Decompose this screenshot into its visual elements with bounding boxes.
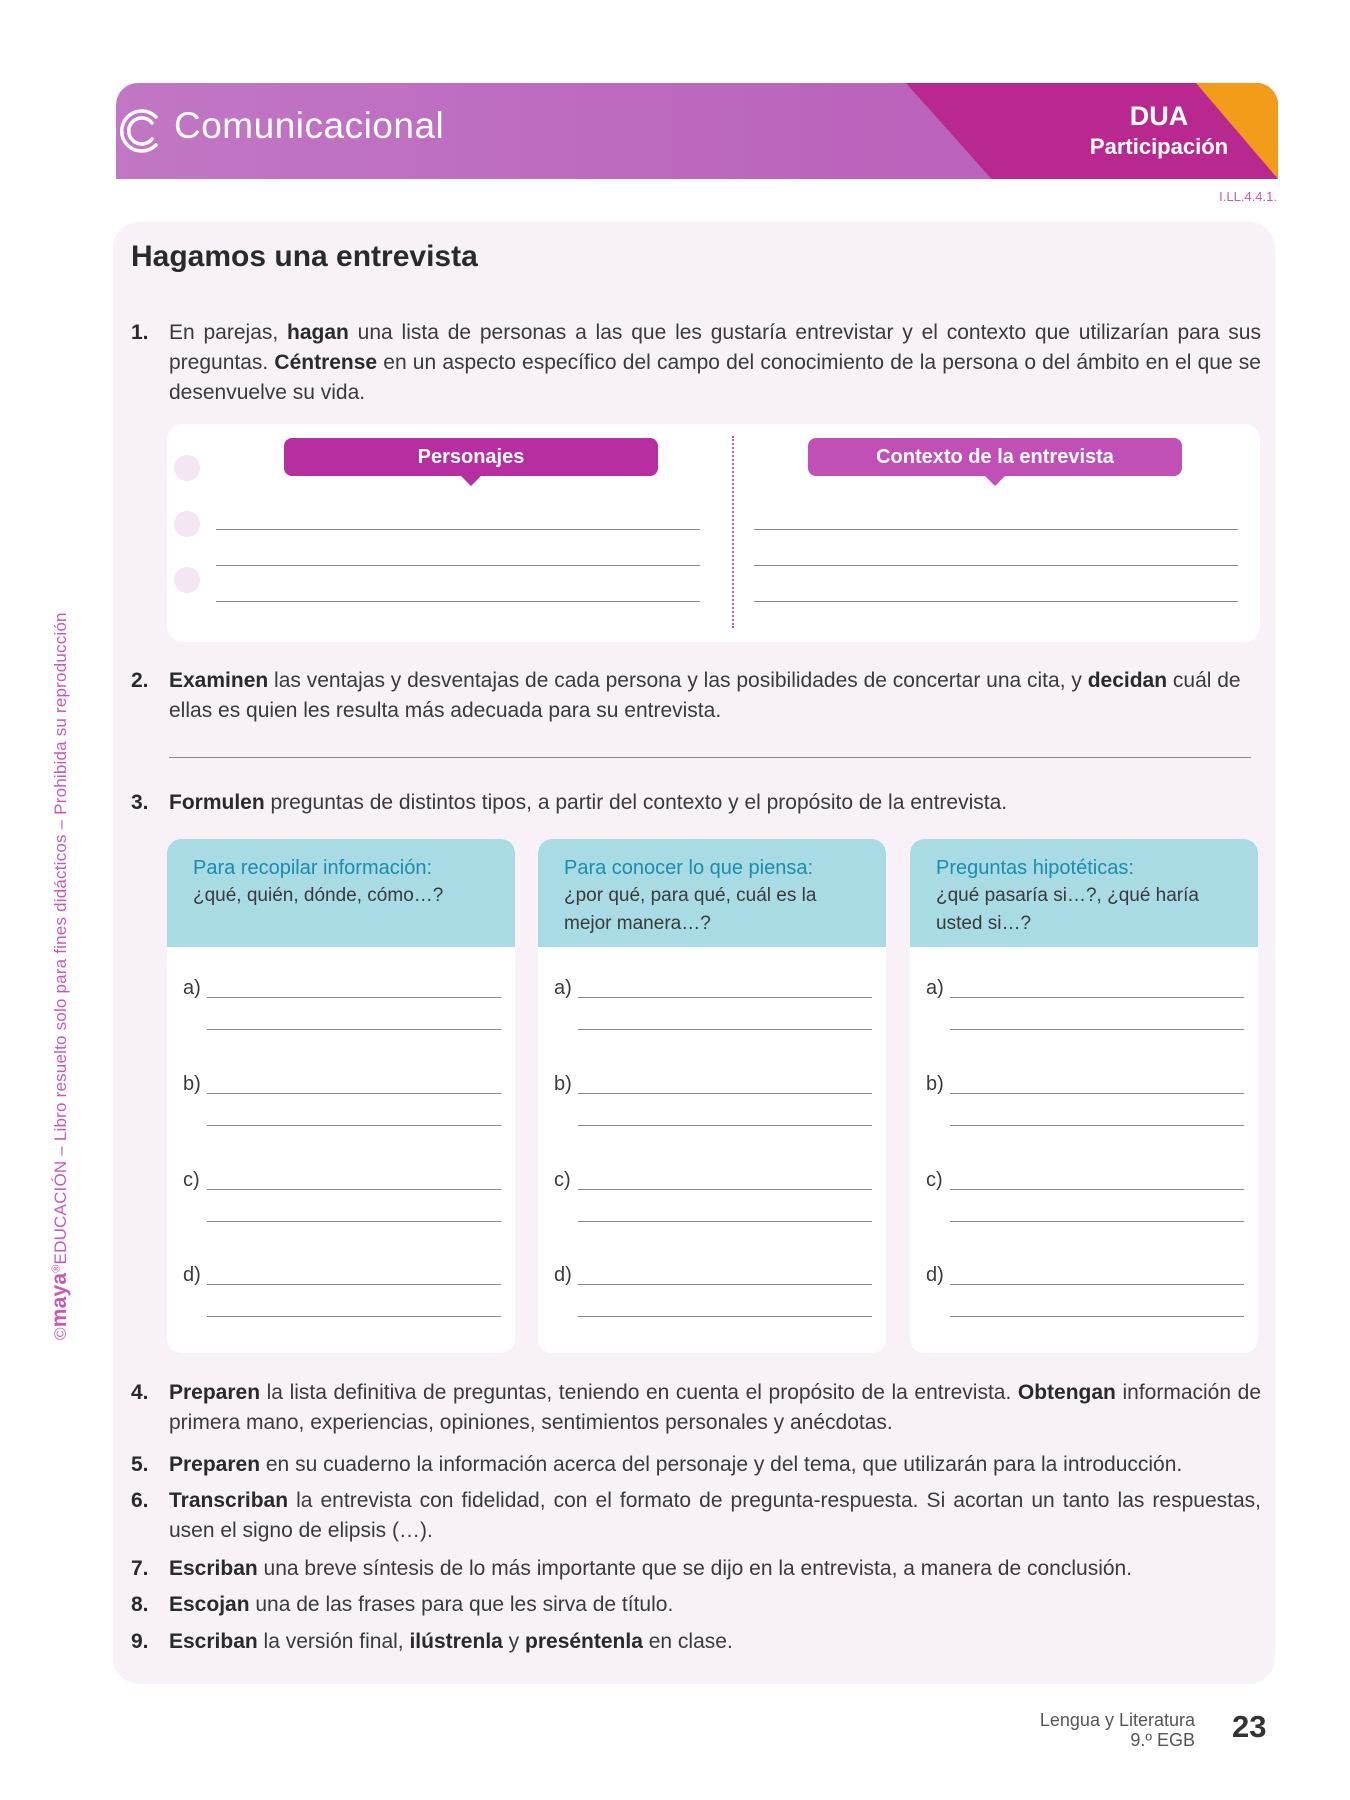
answer-line[interactable] xyxy=(207,1316,501,1317)
answer-line[interactable] xyxy=(950,1284,1244,1285)
page-number: 23 xyxy=(1232,1709,1267,1744)
answer-line[interactable] xyxy=(207,1189,501,1190)
answer-label: a) xyxy=(554,977,572,999)
question-box-header xyxy=(167,839,515,947)
answer-label: d) xyxy=(183,1264,201,1286)
answer-label: b) xyxy=(554,1073,572,1095)
personaje-answer-line[interactable] xyxy=(216,529,700,530)
answer-line[interactable] xyxy=(578,1189,872,1190)
contexto-answer-line[interactable] xyxy=(754,529,1238,530)
decision-answer-line[interactable] xyxy=(169,757,1251,758)
question-box-title: Preguntas hipotéticas: xyxy=(936,857,1134,879)
question-box-header xyxy=(910,839,1258,947)
table-divider xyxy=(732,436,734,628)
dua-subtitle: Participación xyxy=(1089,134,1229,159)
answer-line[interactable] xyxy=(578,1316,872,1317)
section-header xyxy=(116,83,1278,179)
copyright-side-text: ©maya®EDUCACIÓN – Libro resuelto solo para fines didácticos – Prohibida su reproducción xyxy=(48,612,71,1340)
answer-line[interactable] xyxy=(207,997,501,998)
question-box-opinion xyxy=(538,839,886,1353)
question-box-desc: ¿qué, quién, dónde, cómo…? xyxy=(193,885,444,906)
footer-grade: 9.º EGB xyxy=(1130,1730,1195,1750)
answer-label: a) xyxy=(183,977,201,999)
question-box-hipoteticas xyxy=(910,839,1258,1353)
answer-line[interactable] xyxy=(207,1221,501,1222)
bullet-dot xyxy=(174,511,200,537)
footer-subject-name: Lengua y Literatura xyxy=(1039,1710,1195,1730)
footer-subject xyxy=(1040,1710,1195,1750)
header-title: Comunicacional xyxy=(174,105,445,146)
comunicacional-c-icon xyxy=(116,101,172,161)
answer-line[interactable] xyxy=(578,1125,872,1126)
answer-line[interactable] xyxy=(207,1125,501,1126)
answer-line[interactable] xyxy=(950,1189,1244,1190)
dua-title: DUA xyxy=(1129,101,1189,131)
answer-label: b) xyxy=(926,1073,944,1095)
answer-line[interactable] xyxy=(207,1093,501,1094)
answer-line[interactable] xyxy=(950,1125,1244,1126)
answer-line[interactable] xyxy=(207,1029,501,1030)
question-box-title: Para conocer lo que piensa: xyxy=(564,857,814,879)
answer-label: b) xyxy=(183,1073,201,1095)
contexto-answer-line[interactable] xyxy=(754,601,1238,602)
answer-line[interactable] xyxy=(578,1029,872,1030)
answer-label: c) xyxy=(183,1169,200,1191)
personaje-answer-line[interactable] xyxy=(216,565,700,566)
answer-label: c) xyxy=(926,1169,943,1191)
contexto-header: Contexto de la entrevista xyxy=(808,438,1182,476)
answer-line[interactable] xyxy=(950,1093,1244,1094)
section-title: Hagamos una entrevista xyxy=(131,240,478,273)
answer-label: a) xyxy=(926,977,944,999)
answer-line[interactable] xyxy=(207,1284,501,1285)
answer-line[interactable] xyxy=(950,1221,1244,1222)
answer-line[interactable] xyxy=(950,1316,1244,1317)
answer-label: d) xyxy=(926,1264,944,1286)
answer-line[interactable] xyxy=(950,997,1244,998)
answer-label: d) xyxy=(554,1264,572,1286)
personaje-answer-line[interactable] xyxy=(216,601,700,602)
answer-line[interactable] xyxy=(578,1284,872,1285)
contexto-answer-line[interactable] xyxy=(754,565,1238,566)
maya-brand: maya xyxy=(48,1272,71,1328)
bullet-dot xyxy=(174,567,200,593)
answer-line[interactable] xyxy=(950,1029,1244,1030)
indicator-code: I.LL.4.4.1. xyxy=(1219,189,1277,204)
question-box-header xyxy=(538,839,886,947)
bullet-dot xyxy=(174,455,200,481)
answer-line[interactable] xyxy=(578,997,872,998)
question-box-informacion xyxy=(167,839,515,1353)
answer-line[interactable] xyxy=(578,1221,872,1222)
question-box-desc: ¿por qué, para qué, cuál es la mejor manera…? xyxy=(564,885,817,934)
answer-line[interactable] xyxy=(578,1093,872,1094)
personajes-header: Personajes xyxy=(284,438,658,476)
question-box-title: Para recopilar información: xyxy=(193,857,432,879)
question-box-desc: ¿qué pasaría si…?, ¿qué haría usted si…? xyxy=(936,885,1199,934)
answer-label: c) xyxy=(554,1169,571,1191)
